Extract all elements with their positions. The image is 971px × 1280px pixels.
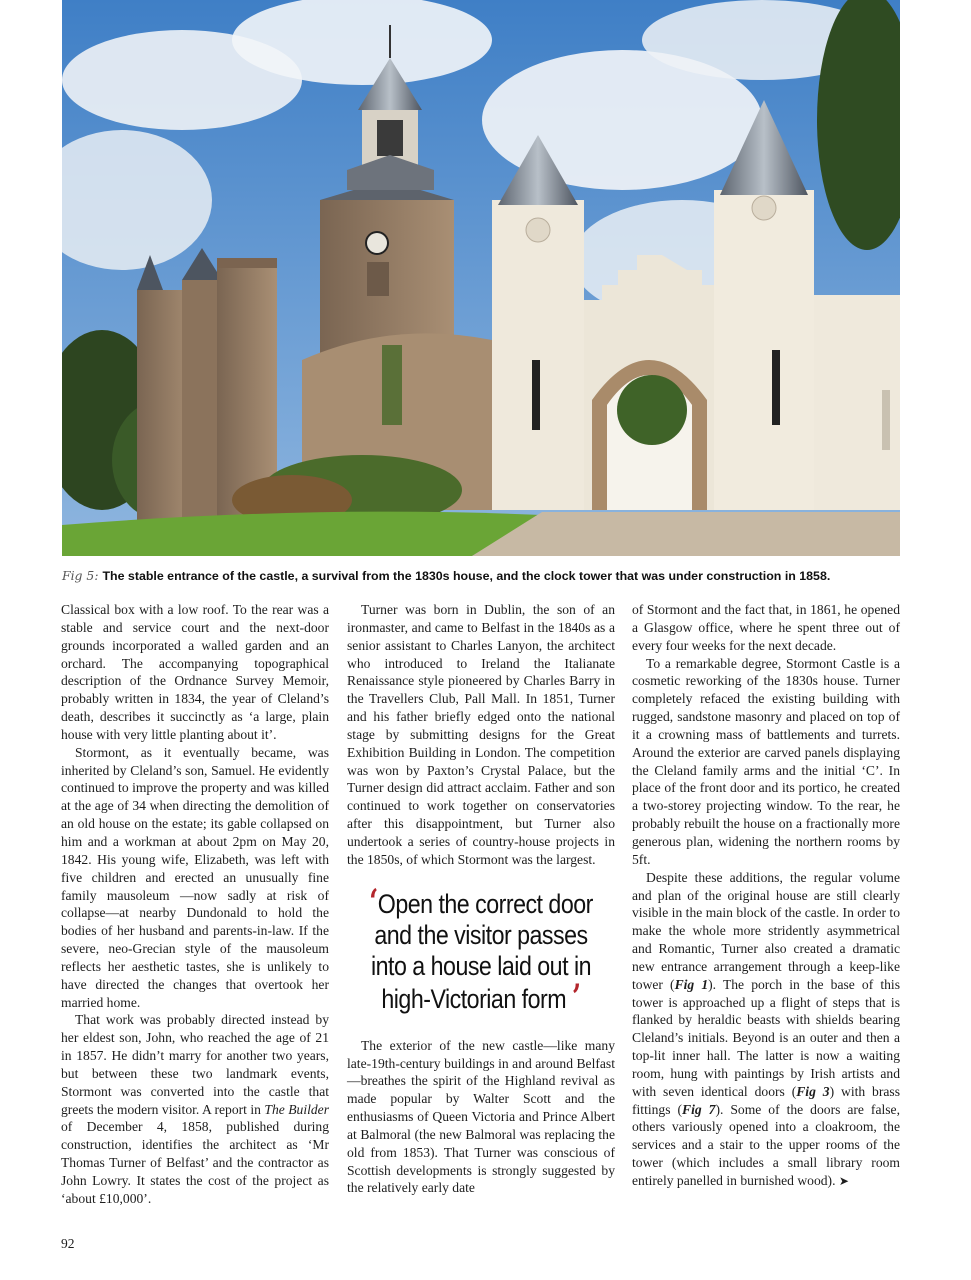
castle-photo xyxy=(62,0,900,556)
caption-text: The stable entrance of the castle, a survival from the 1830s house, and the clock tower that was under construction in 1858. xyxy=(102,569,831,583)
figure-caption xyxy=(62,568,932,584)
open-quote-mark: ‘ xyxy=(369,881,378,922)
continue-arrow-icon: ➤ xyxy=(838,1174,849,1188)
text-column-2 xyxy=(347,601,615,1197)
page-number: 92 xyxy=(61,1236,75,1251)
castle-illustration xyxy=(62,0,900,556)
figure-reference: Fig 7 xyxy=(682,1101,716,1117)
pull-quote xyxy=(366,881,596,1017)
paragraph: Despite these additions, the regular volume and plan of the original house are still clearly visible in the main block of the castle. In order to make the whole more stridently asymmetrical and Romantic, Turner also created a dramatic new entrance arrangement through a keep-like tower (Fig 1). The porch in the base of this tower is approached up a flight of steps that is flanked by heraldic beasts with shields bearing Cleland’s initials. Beyond is an outer and then a top-lit inner hall. The latter is now a waiting room, hung with paintings by Irish artists and with seven identical doors (Fig 3) with brass fittings (Fig 7). Some of the doors are false, others variously opened into a cloakroom, the services and a stair to the upper rooms of the tower (which includes a small library room entirely panelled in burnished wood). ➤ xyxy=(632,869,900,1188)
paragraph: To a remarkable degree, Stormont Castle is a cosmetic reworking of the 1830s house. Turner completely refaced the existing building with rugged, sandstone masonry and placed on top of it a crowning mass of battlements and turrets. Around the exterior are carved panels displaying the Cleland family arms and the initial ‘C’. In place of the front door and its portico, he created a two-storey projecting window. To the rear, he probably rebuilt the house on a fractionally more generous plan, widening the northern rooms by 5ft. xyxy=(632,655,900,867)
paragraph: The exterior of the new castle—like many late-19th-century buildings in and around Belfast—breathes the spirit of the Highland revival as made popular by Walter Scott and the enthusiasms of Queen Victoria and Prince Albert at Balmoral (the new Balmoral was replacing the old from 1853). That Turner was conscious of Scottish developments is strongly suggested by the relatively early date xyxy=(347,1037,615,1196)
figure-label: Fig 5: xyxy=(62,568,99,583)
paragraph: Classical box with a low roof. To the rear was a stable and service court and the next-door grounds incorporated a walled garden and an orchard. The accompanying topographical description of the Ordnance Survey Memoir, probably written in 1834, the year of Cleland’s death, describes it succinctly as ‘a large, plain house with very little planting about it’. xyxy=(61,602,329,742)
figure-reference: Fig 3 xyxy=(796,1083,830,1099)
paragraph: Turner was born in Dublin, the son of an ironmaster, and came to Belfast in the 1840s as a senior assistant to Charles Lanyon, the architect who introduced to Ireland the Italianate Renaissance style pioneered by Charles Barry in the Travellers Club, Pall Mall. In 1851, Turner and his father briefly edged onto the national stage by submitting designs for the Great Exhibition Building in London. The competition was won by Paxton’s Crystal Palace, but the Turner design did attract acclaim. Father and son continued to work together on conservatories after this disappointment, but Turner also undertook a series of country-house projects in the 1850s, of which Stormont was the largest. xyxy=(347,602,615,867)
pull-quote-text: Open the correct door and the visitor passes into a house laid out in high-Victorian form xyxy=(371,888,593,1014)
figure-reference: Fig 1 xyxy=(674,976,709,992)
paragraph: Stormont, as it eventually became, was inherited by Cleland’s son, Samuel. He evidently continued to improve the property and was killed at the age of 34 when directing the demolition of an old house on the estate; its gable collapsed on him and a workman at about 2pm on May 20, 1842. His young wife, Elizabeth, was left with five children and erected an unusually fine family mausoleum —now sadly at risk of collapse—at nearby Dundonald to hold the bodies of her husband and parents-in-law. If the severe, neo-Grecian style of the mausoleum reflects her aesthetic tastes, she is unlikely to have directed the changes that overtook her married home. xyxy=(61,744,329,1010)
paragraph: That work was probably directed instead by her eldest son, John, who reached the age of 21 in 1857. He didn’t marry for another two years, but between these two landmark events, Stormont was converted into the castle that greets the modern visitor. A report in The Builder of December 4, 1858, published during construction, identifies the architect as ‘Mr Thomas Turner of Belfast’ and the contractor as John Lowry. It states the cost of the project as ‘about £10,000’. xyxy=(61,1012,329,1206)
text-column-3 xyxy=(632,601,900,1191)
close-quote-mark: ’ xyxy=(571,976,581,1017)
paragraph: of Stormont and the fact that, in 1861, he opened a Glasgow office, where he spent three out of every four weeks for the next decade. xyxy=(632,602,900,653)
publication-title: The Builder xyxy=(264,1101,329,1117)
text-column-1 xyxy=(61,601,329,1208)
